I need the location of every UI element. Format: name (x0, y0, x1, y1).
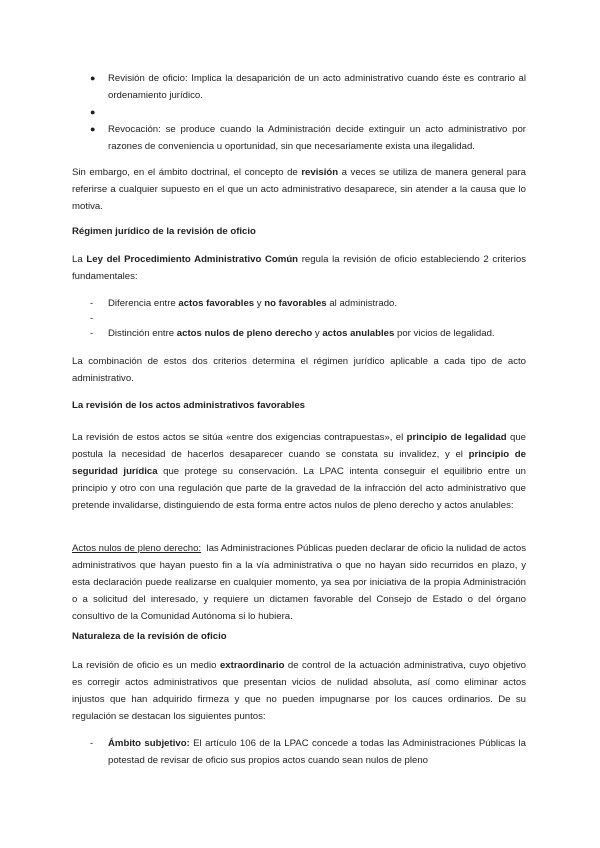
section-heading: Régimen jurídico de la revisión de oficio (72, 226, 256, 237)
paragraph: La combinación de estos dos criterios determina el régimen jurídico aplicable a cada tipo de acto administrativo. (72, 356, 526, 384)
dash-marker: - (90, 313, 94, 324)
paragraph: Sin embargo, en el ámbito doctrinal, el concepto de revisión a veces se utiliza de manera general para referirse a cualquier supuesto en el que un acto administrativo desaparece, sin atender a la causa que lo motiva. (72, 167, 526, 212)
list-item: Diferencia entre actos favorables y no favorables al administrado. (108, 298, 398, 309)
dash-marker: - (90, 328, 94, 339)
list-item: Distinción entre actos nulos de pleno derecho y actos anulables por vicios de legalidad. (108, 328, 495, 339)
bullet-marker: ● (90, 124, 96, 134)
section-heading: Naturaleza de la revisión de oficio (72, 631, 227, 642)
paragraph: La Ley del Procedimiento Administrativo Común regula la revisión de oficio estableciendo 2 criterios fundamentales: (72, 254, 526, 282)
bullet-marker: ● (90, 73, 96, 83)
paragraph: Actos nulos de pleno derecho: las Administraciones Públicas pueden declarar de oficio la nulidad de actos administrativos que hayan puesto fin a la vía administrativa o que no hayan sido recurridos en plazo, y esta declaración puede realizarse en cualquier momento, ya sea por iniciativa de la propia Administración o a solicitud del interesado, y requiere un dictamen favorable del Consejo de Estado o del órgano consultivo de la Comunidad Autónoma si lo hubiera. (72, 543, 529, 622)
dash-marker: - (90, 298, 94, 309)
dash-marker: - (90, 738, 94, 749)
paragraph: La revisión de oficio es un medio extraordinario de control de la actuación administrativa, cuyo objetivo es corregir actos administrativos que presentan vicios de nulidad absoluta, así como eliminar actos injustos que han adquirido firmeza y que no pueden impugnarse por los cauces ordinarios. De su regulación se destacan los siguientes puntos: (72, 660, 526, 722)
list-item: Revocación: se produce cuando la Administración decide extinguir un acto administrativo por razones de conveniencia u oportunidad, sin que necesariamente exista una ilegalidad. (108, 124, 526, 152)
paragraph: La revisión de estos actos se sitúa «entre dos exigencias contrapuestas», el principio de legalidad que postula la necesidad de hacerlos desaparecer cuando se constata su invalidez, y el principio de seguridad jurídica que protege su conservación. La LPAC intenta conseguir el equilibrio entre un principio y otro con una regulación que parte de la gravedad de la infracción del acto administrativo que pretende invalidarse, distinguiendo de esta forma entre actos nulos de pleno derecho y actos anulables: (72, 432, 527, 511)
bullet-marker: ● (90, 107, 96, 117)
list-item: Revisión de oficio: Implica la desaparición de un acto administrativo cuando éste es contrario al ordenamiento jurídico. (108, 73, 526, 101)
section-heading: La revisión de los actos administrativos favorables (72, 400, 305, 411)
list-item: Ámbito subjetivo: El artículo 106 de la LPAC concede a todas las Administraciones Públicas la potestad de revisar de oficio sus propios actos cuando sean nulos de pleno (108, 738, 526, 766)
